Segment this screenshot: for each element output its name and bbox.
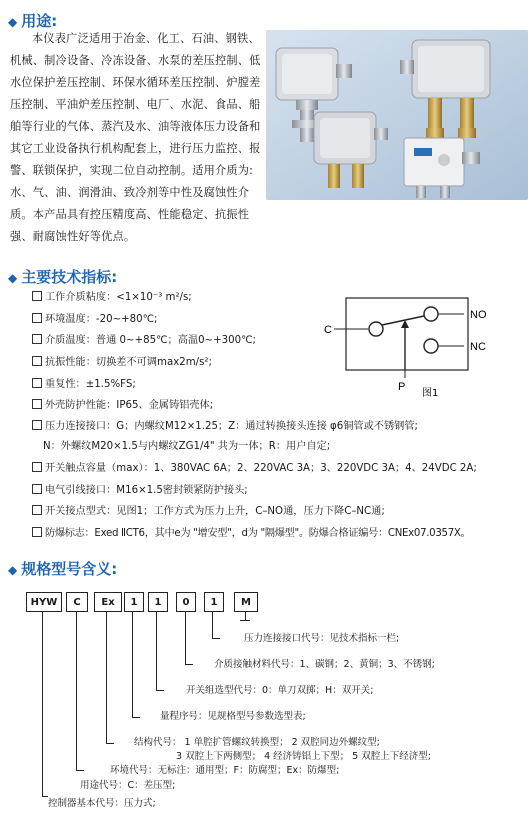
usage-line: 其它工业设备执行机构配套上，进行压力监控、报 <box>10 142 261 155</box>
code-box-ex: Ex <box>94 592 122 612</box>
checkbox-icon <box>32 527 42 537</box>
code-box-c: C <box>66 592 88 612</box>
connector-line <box>42 612 43 796</box>
specs-heading <box>8 266 117 287</box>
spec-item <box>32 334 256 347</box>
spec-text: 介质温度：普通 0~+85℃；高温0~+300℃; <box>45 335 256 346</box>
product-photo <box>266 30 528 200</box>
usage-line: 强、耐腐蚀性好等优点。 <box>10 230 136 243</box>
code-box-structure: 1 <box>124 592 144 612</box>
spec-text: 防爆标志：Exed ⅡCT6，其中e为 "增安型"，d为 "隔爆型"。防爆合格证编号：CNEx07.0357X。 <box>45 528 471 539</box>
model-title: 规格型号含义: <box>21 560 118 578</box>
checkbox-icon <box>32 291 42 301</box>
desc-structure-code: 结构代号： 1 单腔扩管螺纹转换型； 2 双腔同边外螺纹型; <box>134 737 380 748</box>
spec-text: 开关接点型式：见图1；工作方式为压力上升，C–NO通，压力下降C–NC通; <box>45 506 385 517</box>
code-box-hyw: HYW <box>26 592 62 612</box>
desc-environment-code: 环境代号：无标注：通用型；F：防腐型；Ex：防爆型; <box>110 765 340 776</box>
spec-item <box>32 505 385 518</box>
checkbox-icon <box>32 484 42 494</box>
connector-line <box>106 743 114 744</box>
spec-item <box>32 291 192 304</box>
spec-item <box>32 378 136 391</box>
connector-line <box>106 612 107 743</box>
desc-structure-code-continued: 3 双腔上下两侧型； 4 经济铸铝上下型； 5 双腔上下经济型; <box>176 751 431 762</box>
connector-line <box>132 612 133 717</box>
checkbox-icon <box>32 356 42 366</box>
spec-item <box>32 484 248 497</box>
switch-blade <box>382 316 424 325</box>
desc-usage-code: 用途代号：C：差压型; <box>80 780 176 791</box>
label-no: NO <box>470 309 487 321</box>
spec-text: 压力连接接口：G；内螺纹M12×1.25；Z：通过转换接头连接 φ6铜管或不锈钢管; <box>45 421 418 432</box>
desc-connection-code: 压力连接接口代号：见技术指标一栏; <box>244 633 400 644</box>
specs-title: 主要技术指标: <box>21 268 118 286</box>
usage-line: 机械、制冷设备、冷冻设备、水泵的差压控制、低 <box>10 54 261 67</box>
desc-base-code: 控制器基本代号：压力式; <box>48 798 156 809</box>
spec-text: 抗振性能：切换差不可调max2m/s²; <box>45 357 212 368</box>
spec-item <box>32 527 470 540</box>
diagram-frame <box>346 298 468 370</box>
figure-caption: 图1 <box>422 388 439 398</box>
diamond-bullet-icon: ◆ <box>8 271 18 285</box>
code-box-range: 1 <box>148 592 168 612</box>
code-box-material: 1 <box>204 592 224 612</box>
usage-paragraph <box>10 28 262 248</box>
spec-text: N：外螺纹M20×1.5与内螺纹ZG1/4" 共为一体；R：用户自定; <box>43 441 331 452</box>
desc-switch-code: 开关组选型代号：0：单刀双掷；H：双开关; <box>186 685 374 696</box>
no-terminal <box>424 307 438 321</box>
diamond-bullet-icon: ◆ <box>8 15 18 29</box>
checkbox-icon <box>32 505 42 515</box>
label-c: C <box>324 324 332 336</box>
usage-line: 水、气、油、润滑油、致冷剂等中性及腐蚀性介 <box>10 186 250 199</box>
usage-line: 舶等行业的气体、蒸汽及水、油等液体压力设备和 <box>10 120 261 133</box>
spec-item <box>32 399 213 412</box>
diamond-bullet-icon: ◆ <box>8 563 18 577</box>
code-box-switch: 0 <box>176 592 196 612</box>
connector-line <box>132 717 140 718</box>
spec-item <box>32 420 418 433</box>
usage-line: 本仪表广泛适用于冶金、化工、石油、钢铁、 <box>32 32 260 45</box>
checkbox-icon <box>32 378 42 388</box>
desc-material-code: 介质接触材料代号：1、碳钢；2、黄铜；3、不锈钢; <box>214 659 435 670</box>
desc-range-code: 量程序号：见规格型号参数选型表; <box>160 711 306 722</box>
spec-item-continued <box>43 441 330 453</box>
checkbox-icon <box>32 399 42 409</box>
connector-line <box>212 638 220 639</box>
usage-title: 用途: <box>21 12 58 30</box>
connector-line <box>156 690 164 691</box>
switch-contact-diagram <box>320 294 500 398</box>
usage-line: 警、联锁保护，实现二位自动控制。适用介质为: <box>10 164 254 177</box>
pressure-switch-illustration <box>266 30 528 200</box>
usage-line: 水位保护差压控制、环保水循环差压控制、炉膛差 <box>10 76 261 89</box>
connector-line <box>245 612 246 620</box>
spec-text: 电气引线接口：M16×1.5密封锁紧防护接头; <box>45 485 248 496</box>
spec-text: 开关触点容量（max）：1、380VAC 6A；2、220VAC 3A；3、220VDC 3A；4、24VDC 2A; <box>45 463 477 474</box>
checkbox-icon <box>32 313 42 323</box>
spec-text: 重复性：±1.5%FS; <box>45 379 136 390</box>
spec-item <box>32 356 212 369</box>
label-p: P <box>398 381 406 393</box>
label-nc: NC <box>470 341 486 353</box>
nc-terminal <box>424 339 438 353</box>
connector-line <box>185 612 186 664</box>
spec-text: 环境温度：-20~+80℃; <box>45 314 158 325</box>
usage-line: 质。本产品具有控压精度高、性能稳定、抗振性 <box>10 208 250 221</box>
spec-item <box>32 313 158 326</box>
connector-line <box>212 612 213 638</box>
spec-item <box>32 462 477 475</box>
usage-line: 压控制、平油炉差压控制、电厂、水泥、食品、船 <box>10 98 261 111</box>
checkbox-icon <box>32 334 42 344</box>
checkbox-icon <box>32 462 42 472</box>
checkbox-icon <box>32 420 42 430</box>
connector-line <box>185 664 193 665</box>
spec-text: 工作介质粘度：<1×10⁻³ m²/s; <box>45 292 192 303</box>
connector-line <box>76 612 77 770</box>
connector-line <box>240 620 250 621</box>
connector-line <box>156 612 157 690</box>
model-heading <box>8 558 117 579</box>
c-terminal <box>369 322 383 336</box>
spec-text: 外壳防护性能：IP65、金属铸铝壳体; <box>45 400 214 411</box>
code-box-connection: M <box>234 592 258 612</box>
connector-line <box>76 770 84 771</box>
